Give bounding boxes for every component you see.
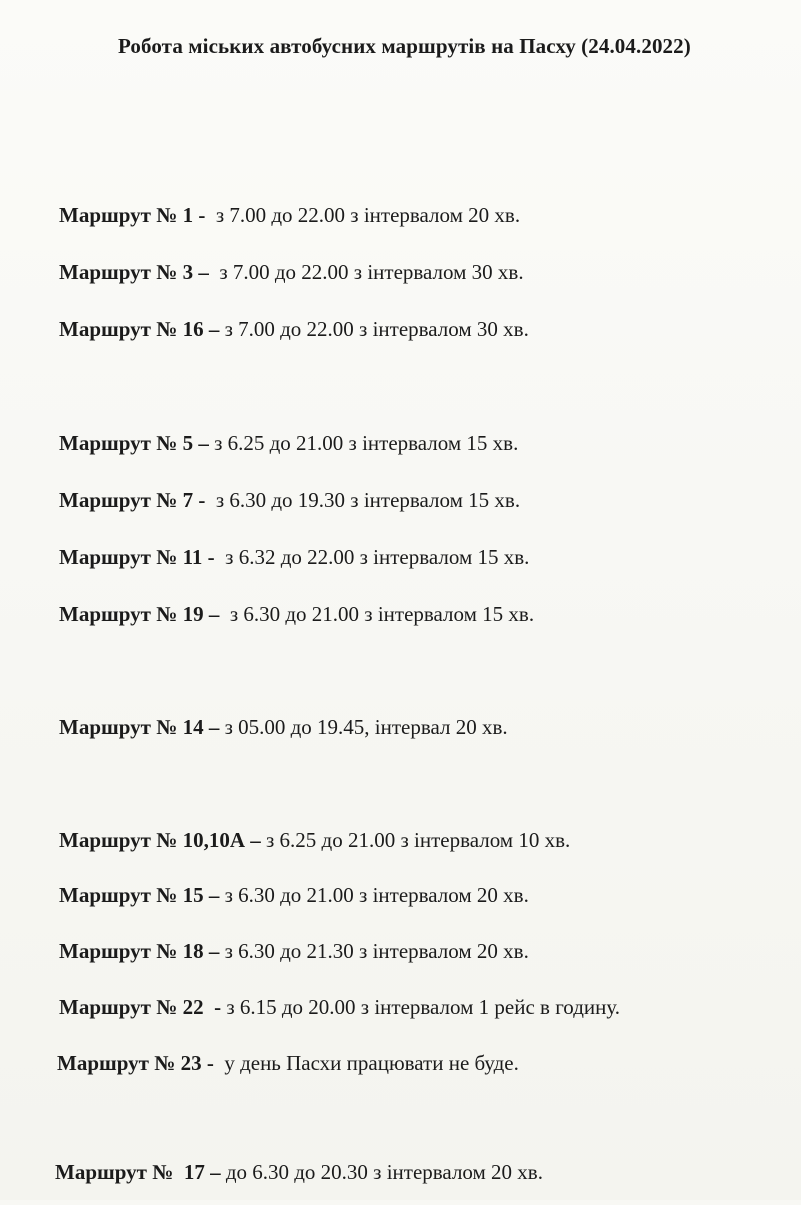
- route-number: 17: [183, 1160, 205, 1184]
- route-label: Маршрут №: [57, 1051, 181, 1075]
- route-label: Маршрут №: [55, 1160, 184, 1184]
- route-separator: –: [203, 939, 225, 963]
- route-schedule: з 6.25 до 21.00 з інтервалом 15 хв.: [214, 431, 519, 455]
- route-separator: –: [203, 602, 225, 626]
- route-schedule: з 6.30 до 19.30 з інтервалом 15 хв.: [210, 488, 521, 512]
- route-number: 19: [182, 602, 204, 626]
- route-number: 15: [182, 883, 204, 907]
- route-schedule: з 7.00 до 22.00 з інтервалом 20 хв.: [210, 203, 521, 227]
- route-separator: –: [193, 431, 215, 455]
- route-schedule: з 7.00 до 22.00 з інтервалом 30 хв.: [214, 260, 524, 284]
- route-number: 22: [182, 995, 204, 1019]
- route-label: Маршрут №: [59, 431, 183, 455]
- route-number: 5: [182, 431, 194, 455]
- route-line-23: [36, 1032, 519, 1095]
- route-label: Маршрут №: [59, 828, 183, 852]
- route-number: 11: [182, 545, 203, 569]
- route-separator: –: [203, 715, 225, 739]
- route-number: 14: [182, 715, 204, 739]
- route-line-1: [38, 184, 520, 247]
- route-line-7: [38, 469, 520, 532]
- route-schedule: з 05.00 до 19.45, інтервал 20 хв.: [224, 715, 508, 739]
- route-line-17: [34, 1141, 543, 1204]
- route-separator: -: [203, 995, 227, 1019]
- route-separator: –: [203, 883, 225, 907]
- route-number: 3: [182, 260, 194, 284]
- route-number: 18: [182, 939, 204, 963]
- route-label: Маршрут №: [59, 995, 183, 1019]
- route-schedule: з 6.15 до 20.00 з інтервалом 1 рейс в годину.: [226, 995, 621, 1019]
- route-line-11: [38, 526, 529, 589]
- route-schedule: до 6.30 до 20.30 з інтервалом 20 хв.: [225, 1160, 543, 1184]
- route-line-15: [38, 864, 529, 927]
- route-separator: –: [203, 317, 225, 341]
- route-line-10: [38, 809, 570, 872]
- route-schedule: з 6.30 до 21.00 з інтервалом 15 хв.: [224, 602, 535, 626]
- route-schedule: з 6.25 до 21.00 з інтервалом 10 хв.: [265, 828, 571, 852]
- route-line-19: [38, 583, 534, 646]
- route-label: Маршрут №: [59, 488, 183, 512]
- route-line-5: [38, 412, 518, 475]
- route-schedule: з 6.32 до 22.00 з інтервалом 15 хв.: [219, 545, 530, 569]
- route-number: 10,10А: [182, 828, 245, 852]
- route-schedule: з 6.30 до 21.30 з інтервалом 20 хв.: [224, 939, 529, 963]
- route-line-16: [38, 298, 529, 361]
- route-separator: -: [201, 1051, 220, 1075]
- route-schedule: з 7.00 до 22.00 з інтервалом 30 хв.: [224, 317, 529, 341]
- route-label: Маршрут №: [59, 939, 183, 963]
- route-schedule: у день Пасхи працювати не буде.: [219, 1051, 519, 1075]
- route-line-18: [38, 920, 529, 983]
- route-separator: –: [204, 1160, 226, 1184]
- route-label: Маршрут №: [59, 883, 183, 907]
- route-label: Маршрут №: [59, 545, 183, 569]
- route-schedule: з 6.30 до 21.00 з інтервалом 20 хв.: [224, 883, 529, 907]
- route-separator: -: [193, 203, 211, 227]
- route-number: 7: [182, 488, 194, 512]
- route-separator: –: [244, 828, 266, 852]
- route-number: 23: [180, 1051, 202, 1075]
- route-label: Маршрут №: [59, 715, 183, 739]
- page-title: Робота міських автобусних маршрутів на Пасху (24.04.2022): [118, 34, 691, 58]
- route-separator: –: [193, 260, 215, 284]
- route-line-3: [38, 241, 524, 304]
- route-label: Маршрут №: [59, 203, 183, 227]
- route-line-14: [38, 696, 508, 759]
- route-separator: -: [202, 545, 220, 569]
- route-number: 16: [182, 317, 204, 341]
- route-label: Маршрут №: [59, 602, 183, 626]
- route-label: Маршрут №: [59, 260, 183, 284]
- route-separator: -: [193, 488, 211, 512]
- route-line-22: [38, 976, 620, 1039]
- route-number: 1: [182, 203, 194, 227]
- route-label: Маршрут №: [59, 317, 183, 341]
